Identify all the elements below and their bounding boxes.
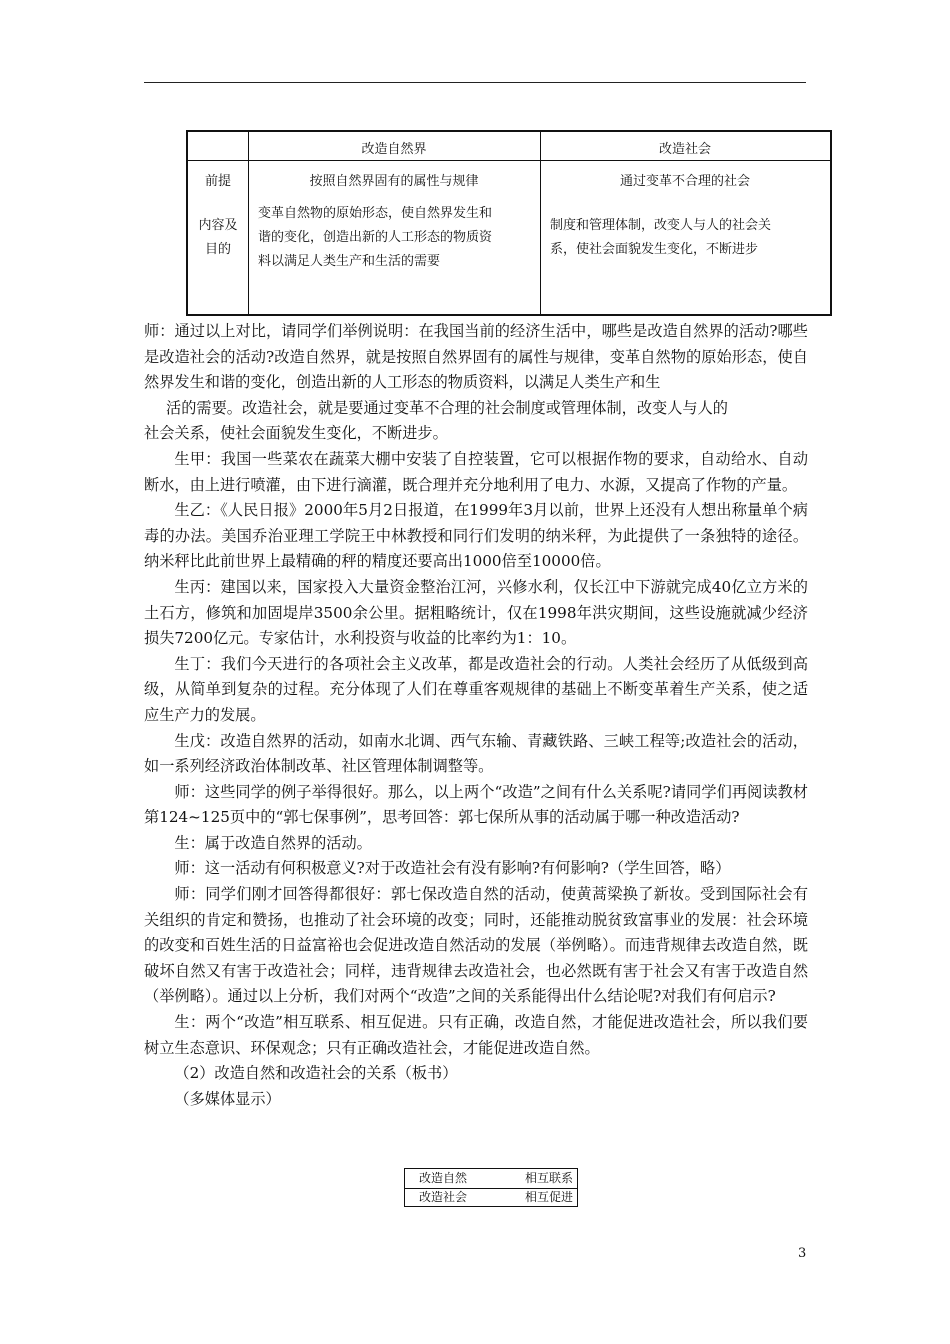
paragraph: 生：属于改造自然界的活动。 xyxy=(174,833,372,852)
paragraph: 师：同学们刚才回答得都很好：郭七保改造自然的活动，使黄蒿梁换了新妆。受到国际社会有关组织的肯定和赞扬，也推动了社会环境的改变；同时，还能推动脱贫致富事业的发展：社会环境的改变和百姓生活的日益富裕也会促进改造自然活动的发展（举例略）。而违背规律去改造自然，既破坏自然又有害于改造社会；同样，违背规律去改造社会，也必然既有害于社会又有害于改造自然（举例略）。通过以上分析，我们对两个“改造”之间的关系能得出什么结论呢?对我们有何启示? xyxy=(144,885,808,1006)
row-label-line: 目的 xyxy=(204,242,231,257)
section-heading: （2）改造自然和改造社会的关系（板书） xyxy=(174,1064,458,1083)
comparison-table xyxy=(186,130,832,316)
content-nature xyxy=(258,202,538,274)
paragraph: （多媒体显示） xyxy=(174,1089,281,1108)
column-header-society: 改造社会 xyxy=(658,142,711,157)
table-cell: 改造社会 xyxy=(419,1190,468,1204)
row-label-content xyxy=(188,214,248,262)
content-line: 制度和管理体制，改变人与人的社会关 xyxy=(550,218,772,233)
row-label-line: 内容及 xyxy=(198,218,238,233)
paragraph: 生戊：改造自然界的活动，如南水北调、西气东输、青藏铁路、三峡工程等;改造社会的活动，如一系列经济政治体制改革、社区管理体制调整等。 xyxy=(144,731,808,776)
paragraph: 生丙：建国以来，国家投入大量资金整治江河，兴修水利，仅长江中下游就完成40亿立方米的土石方，修筑和加固堤岸3500余公里。据粗略统计，仅在1998年洪灾期间，这些设施就减少经济损失7200亿元。专家估计，水利投资与收益的比率约为1：10。 xyxy=(144,577,808,648)
column-header-nature: 改造自然界 xyxy=(361,142,427,157)
table-cell: 相互联系 xyxy=(524,1171,573,1185)
body-text xyxy=(144,319,808,1112)
table-row xyxy=(405,1188,577,1207)
paragraph: 师：通过以上对比，请同学们举例说明：在我国当前的经济生活中，哪些是改造自然界的活动?哪些是改造社会的活动?改造自然界，就是按照自然界固有的属性与规律，变革自然物的原始形态，使自然界发生和谐的变化，创造出新的人工形态的物质资料，以满足人类生产和生 xyxy=(144,322,808,392)
table-row xyxy=(405,1169,577,1189)
paragraph: 生乙：《人民日报》2000年5月2日报道，在1999年3月以前，世界上还没有人想出称量单个病毒的办法。美国乔治亚理工学院王中林教授和同行们发明的纳米秤，为此提供了一条独特的途径。纳米秤比此前世界上最精确的秤的精度还要高出1000倍至10000倍。 xyxy=(144,501,808,571)
paragraph: 生甲：我国一些菜农在蔬菜大棚中安装了自控装置，它可以根据作物的要求，自动给水、自动断水，由上进行喷灌，由下进行滴灌，既合理并充分地利用了电力、水源，又提高了作物的产量。 xyxy=(144,449,808,494)
table-cell: 改造自然 xyxy=(419,1171,468,1185)
content-line: 系，使社会面貌发生变化，不断进步 xyxy=(550,242,759,257)
content-society xyxy=(550,214,830,262)
paragraph: 生丁：我们今天进行的各项社会主义改革，都是改造社会的行动。人类社会经历了从低级到高级，从简单到复杂的过程。充分体现了人们在尊重客观规律的基础上不断变革着生产关系，使之适应生产力的发展。 xyxy=(144,654,808,724)
table-divider xyxy=(188,160,830,161)
paragraph: 生：两个“改造”相互联系、相互促进。只有正确，改造自然，才能促进改造社会，所以我们要树立生态意识、环保观念；只有正确改造社会，才能促进改造自然。 xyxy=(144,1013,808,1057)
paragraph: 师：这一活动有何积极意义?对于改造社会有没有影响?有何影响?（学生回答，略） xyxy=(174,859,731,878)
content-line: 谐的变化，创造出新的人工形态的物质资 xyxy=(258,230,493,245)
table-cell: 相互促进 xyxy=(524,1190,573,1204)
page-number: 3 xyxy=(798,1246,807,1261)
content-line: 变革自然物的原始形态，使自然界发生和 xyxy=(258,206,493,221)
paragraph: 社会关系，使社会面貌发生变化，不断进步。 xyxy=(144,424,448,443)
premise-nature: 按照自然界固有的属性与规律 xyxy=(309,174,479,189)
relationship-table xyxy=(404,1168,578,1207)
paragraph: 师：这些同学的例子举得很好。那么，以上两个“改造”之间有什么关系呢?请同学们再阅读教材第124~125页中的“郭七保事例”，思考回答：郭七保所从事的活动属于哪一种改造活动? xyxy=(144,782,808,827)
content-line: 料以满足人类生产和生活的需要 xyxy=(258,254,441,269)
paragraph: 活的需要。改造社会，就是要通过变革不合理的社会制度或管理体制，改变人与人的 xyxy=(166,398,728,417)
premise-society: 通过变革不合理的社会 xyxy=(619,174,750,189)
row-label-premise: 前提 xyxy=(204,174,231,189)
header-rule xyxy=(144,82,806,83)
